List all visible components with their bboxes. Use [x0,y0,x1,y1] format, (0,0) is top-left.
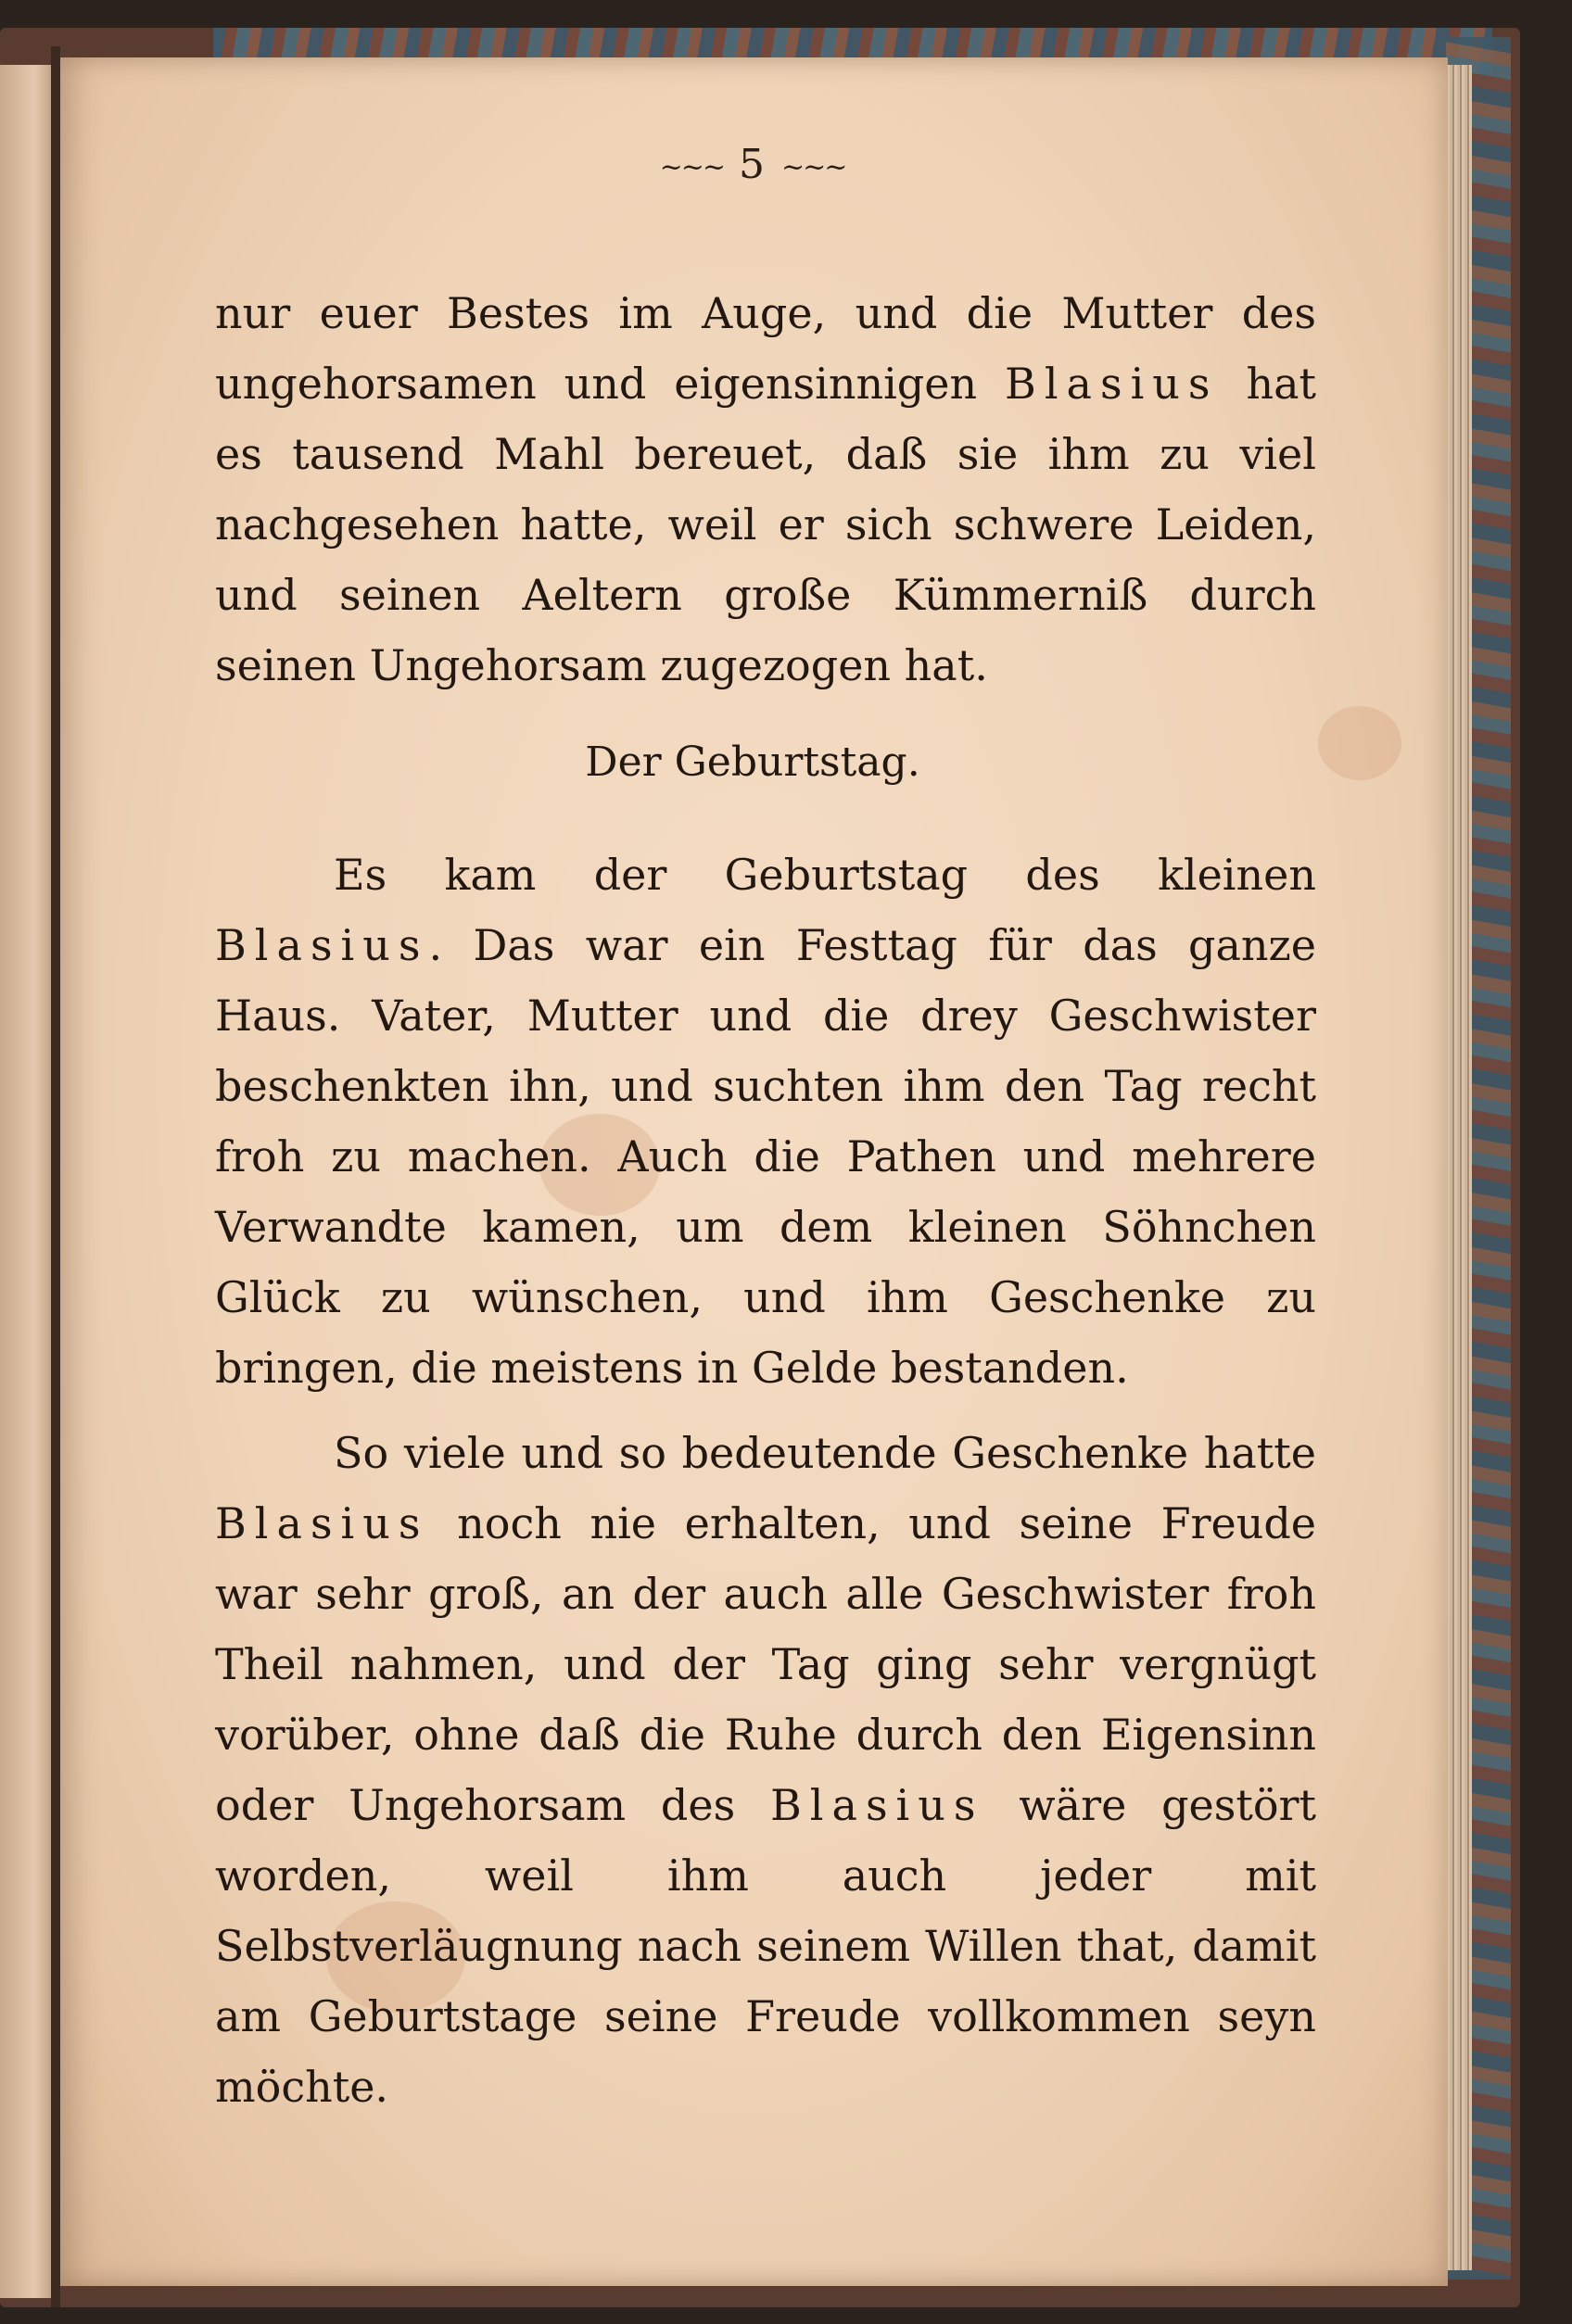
name-blasius: Blasius [215,920,429,970]
name-blasius: Blasius [215,1498,429,1548]
paragraph-3-text: wäre gestört worden, weil ihm auch jeder mit Selbstverläugnung nach seinem Willen that, damit am Geburtstage seine Freude vollkommen seyn möchte. [215,1780,1316,2112]
paragraph-1-text: hat es tausend Mahl bereuet, daß sie ihm zu viel nachgesehen hatte, weil er sich schwere Leiden, und seinen Aeltern große Kümmerniß durch seinen Ungehorsam zugezogen hat. [215,359,1316,690]
name-blasius: Blasius [1005,359,1219,409]
ornament-right: ~~~ [781,151,846,183]
left-page-edge [0,65,57,2298]
paragraph-2 [215,840,1316,1403]
paragraph-2-text: Es kam der Geburtstag des kleinen [334,850,1316,900]
paragraph-3-text: noch nie erhalten, und seine Freude war sehr groß, an der auch alle Geschwister froh Theil nahmen, und der Tag ging sehr vergnügt vorüber, ohne daß die Ruhe durch den Eigensinn oder Ungehorsam des [215,1498,1316,1830]
paragraph-3 [215,1418,1316,2122]
paragraph-3-text: So viele und so bedeutende Geschenke hatte [334,1428,1316,1478]
name-blasius: Blasius [770,1780,984,1830]
page-number [57,141,1448,188]
ornament-left: ~~~ [659,151,724,183]
book-gutter [51,46,60,2307]
book-page [57,57,1448,2286]
paragraph-2-text: . Das war ein Festtag für das ganze Haus. Vater, Mutter und die drey Geschwister beschenkten ihn, und suchten ihm den Tag recht froh zu machen. Auch die Pathen und mehrere Verwandte kamen, um dem kleinen Söhnchen Glück zu wünschen, und ihm Geschenke zu bringen, die meistens in Gelde bestanden. [215,920,1316,1393]
chapter-heading: Der Geburtstag. [585,739,920,786]
paragraph-1-text: nur euer Bestes im Auge, und die Mutter des ungehorsamen und eigensinnigen [215,288,1316,409]
page-number-value: 5 [739,141,767,188]
paragraph-1 [215,278,1316,701]
